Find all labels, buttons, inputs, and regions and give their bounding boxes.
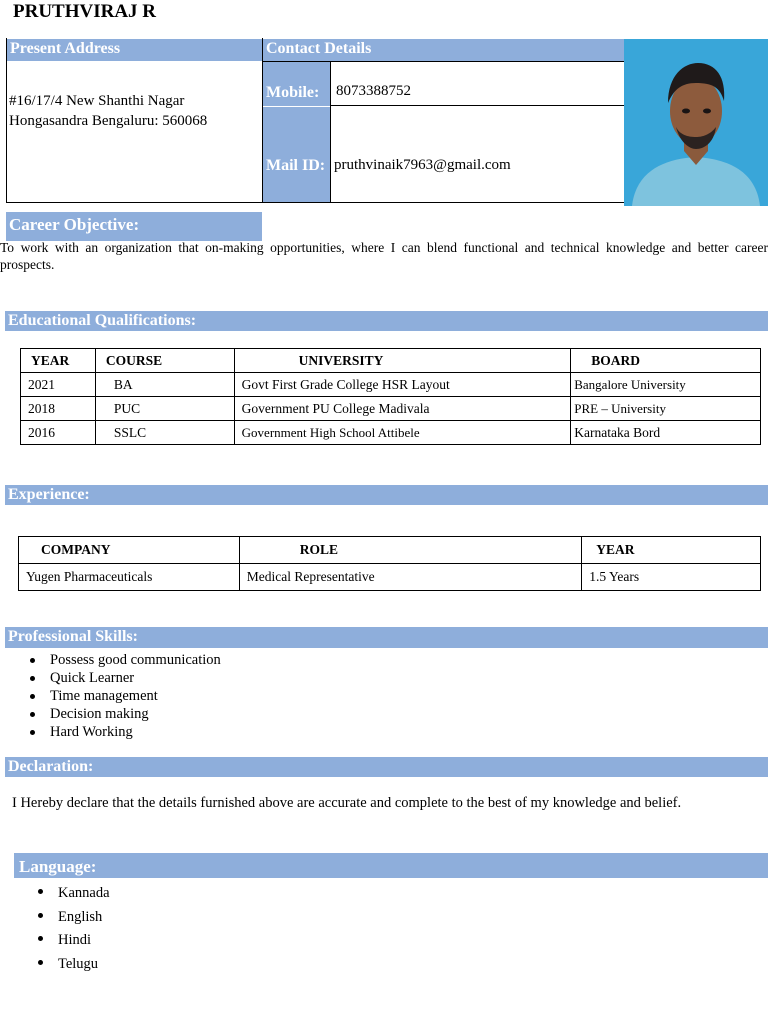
education-header-row [21, 349, 761, 373]
column-header: COURSE [95, 349, 234, 373]
language-heading: Language: [14, 853, 768, 878]
mail-label: Mail ID: [263, 107, 330, 202]
table-cell: 1.5 Years [582, 564, 761, 591]
present-address-heading: Present Address [7, 39, 262, 61]
table-cell: PRE – University [571, 397, 761, 421]
table-cell: Govt First Grade College HSR Layout [234, 373, 571, 397]
table-cell: BA [95, 373, 234, 397]
mobile-value: 8073388752 [336, 83, 411, 99]
language-list [34, 882, 110, 976]
resume-name: PRUTHVIRAJ R [13, 1, 157, 22]
list-item: Possess good communication [26, 651, 221, 669]
table-cell: 2018 [21, 397, 96, 421]
declaration-text: I Hereby declare that the details furnished above are accurate and complete to the best of my knowledge and belief. [12, 795, 682, 811]
column-header: UNIVERSITY [234, 349, 571, 373]
declaration-heading: Declaration: [5, 757, 768, 777]
career-objective-heading: Career Objective: [6, 212, 262, 241]
table-cell: Government PU College Madivala [234, 397, 571, 421]
table-row [21, 373, 761, 397]
table-cell: 2016 [21, 421, 96, 445]
list-item: Decision making [26, 705, 221, 723]
column-header: BOARD [571, 349, 761, 373]
table-cell: SSLC [95, 421, 234, 445]
mobile-label: Mobile: [263, 62, 330, 106]
list-item: Telugu [34, 953, 110, 977]
list-item: Hindi [34, 929, 110, 953]
column-header: ROLE [239, 537, 582, 564]
contact-divider-vertical [330, 61, 331, 202]
skills-list [26, 651, 221, 741]
experience-header-row [19, 537, 761, 564]
list-item: English [34, 906, 110, 930]
table-cell: PUC [95, 397, 234, 421]
table-cell: Bangalore University [571, 373, 761, 397]
profile-photo [624, 39, 768, 206]
list-item: Hard Working [26, 723, 221, 741]
table-cell: Medical Representative [239, 564, 582, 591]
career-objective-text: To work with an organization that on-making opportunities, where I can blend functional and technical knowledge and better career prospects. [0, 240, 768, 272]
table-row [21, 421, 761, 445]
contact-details-heading: Contact Details [263, 39, 624, 61]
experience-table [18, 536, 761, 591]
table-cell: Yugen Pharmaceuticals [19, 564, 240, 591]
column-header: YEAR [582, 537, 761, 564]
column-header: COMPANY [19, 537, 240, 564]
skills-heading: Professional Skills: [5, 627, 768, 648]
table-cell: Government High School Attibele [234, 421, 571, 445]
list-item: Quick Learner [26, 669, 221, 687]
list-item: Kannada [34, 882, 110, 906]
column-header: YEAR [21, 349, 96, 373]
table-cell: 2021 [21, 373, 96, 397]
address-line-2: Hongasandra Bengaluru: 560068 [9, 113, 208, 129]
list-item: Time management [26, 687, 221, 705]
person-photo-icon [624, 39, 768, 206]
mail-value: pruthvinaik7963@gmail.com [334, 157, 511, 173]
contact-divider-horizontal [330, 105, 625, 106]
experience-heading: Experience: [5, 485, 768, 505]
education-table [20, 348, 761, 445]
education-heading: Educational Qualifications: [5, 311, 768, 331]
table-cell: Karnataka Bord [571, 421, 761, 445]
address-line-1: #16/17/4 New Shanthi Nagar [9, 93, 185, 109]
table-row [19, 564, 761, 591]
table-row [21, 397, 761, 421]
